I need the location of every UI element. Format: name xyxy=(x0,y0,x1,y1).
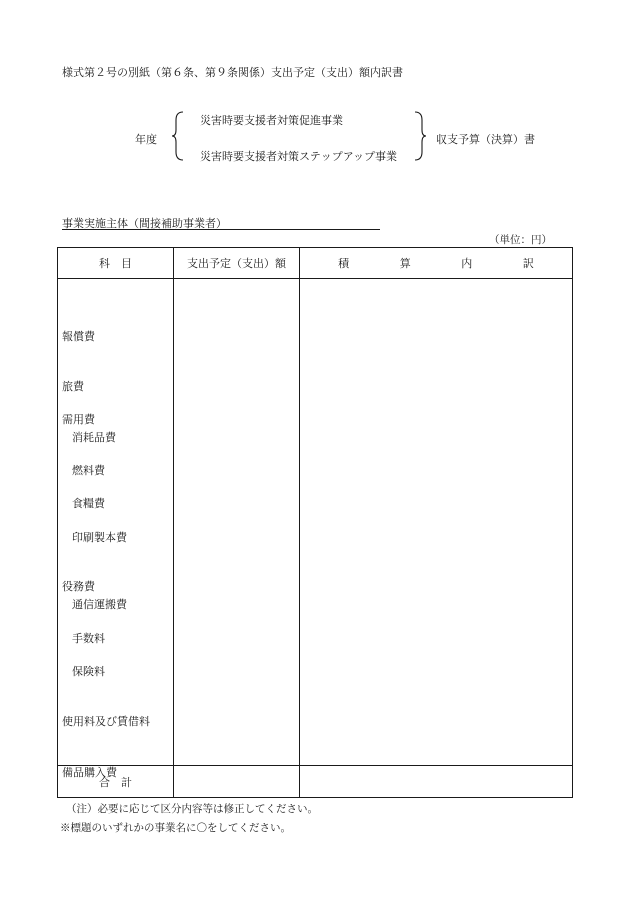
note-1: （注）必要に応じて区分内容等は修正してください。 xyxy=(66,803,318,815)
form-number: 様式第２号の別紙（第６条、第９条関係）支出予定（支出）額内訳書 xyxy=(62,66,403,79)
total-breakdown-cell xyxy=(300,766,573,798)
item-food: 食糧費 xyxy=(72,497,105,510)
breakdown-cell xyxy=(300,279,573,766)
project-option-1: 災害時要支援者対策促進事業 xyxy=(200,114,343,127)
header-category: 科 目 xyxy=(58,248,174,279)
header-breakdown: 積 算 内 訳 xyxy=(300,248,573,279)
note-2: ※標題のいずれかの事業名に〇をしてください。 xyxy=(60,822,291,834)
item-rental: 使用料及び賃借料 xyxy=(62,715,150,728)
project-option-2: 災害時要支援者対策ステップアップ事業 xyxy=(200,150,398,163)
item-printing: 印刷製本費 xyxy=(72,531,127,544)
table-body-row xyxy=(58,279,573,766)
total-amount-cell xyxy=(174,766,300,798)
unit-label: （単位：円） xyxy=(489,234,552,246)
entity-underline xyxy=(62,229,380,230)
item-equipment: 備品購入費 xyxy=(62,766,117,779)
header-amount: 支出予定（支出）額 xyxy=(174,248,300,279)
category-cell xyxy=(58,279,174,779)
item-fees: 手数料 xyxy=(72,632,105,645)
budget-table xyxy=(57,247,573,798)
table-total-row xyxy=(58,766,573,798)
item-travel: 旅費 xyxy=(62,380,84,393)
item-communication: 通信運搬費 xyxy=(72,598,127,611)
item-supplies: 需用費 xyxy=(62,413,95,426)
amount-cell xyxy=(174,279,300,766)
item-consumables: 消耗品費 xyxy=(72,431,116,444)
left-brace-icon xyxy=(170,110,186,162)
right-brace-icon xyxy=(412,110,428,162)
item-remuneration: 報償費 xyxy=(62,330,95,343)
item-insurance: 保険料 xyxy=(72,665,105,678)
table-header-row xyxy=(58,248,573,279)
document-title-suffix: 収支予算（決算）書 xyxy=(436,133,535,146)
item-services: 役務費 xyxy=(62,580,95,593)
entity-label: 事業実施主体（間接補助事業者） xyxy=(62,217,227,230)
fiscal-year-label: 年度 xyxy=(135,133,157,146)
total-label: 合 計 xyxy=(58,766,174,798)
item-fuel: 燃料費 xyxy=(72,464,105,477)
